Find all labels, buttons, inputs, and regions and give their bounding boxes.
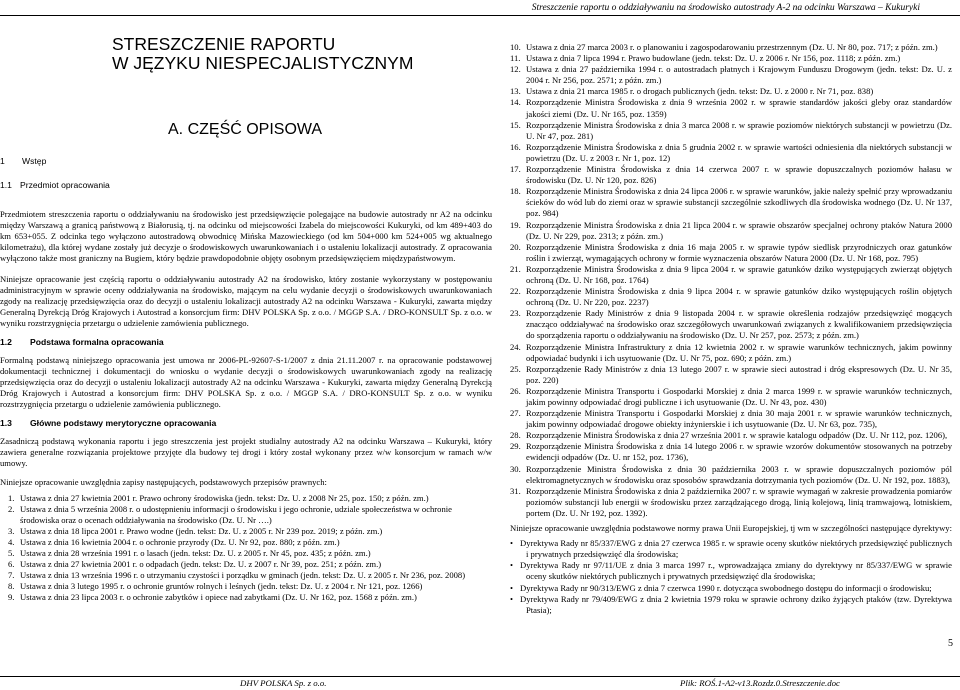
list-item: 27. Rozporządzenie Ministra Transportu i Gospodarki Morskiej z dnia 30 maja 2001 r. w sprawie warunków technicznych, jakim powinny odpowiadać drogowe obiekty inżynierskie i ich usytuowanie (Dz. U. Nr 63, poz. 735), <box>510 408 952 430</box>
header-rule <box>0 15 960 16</box>
list-item: 18. Rozporządzenie Ministra Środowiska z dnia 24 lipca 2006 r. w sprawie warunków, jakie należy spełnić przy wprowadzaniu ścieków do wód lub do ziemi oraz w sprawie substancji szczególnie szkodliwych dla środowiska wodnego (Dz. U. Nr 137, poz. 984) <box>510 186 952 219</box>
section-title: Główne podstawy merytoryczne opracowania <box>30 418 217 428</box>
list-item: 8. Ustawa z dnia 3 lutego 1995 r. o ochronie gruntów rolnych i leśnych (jedn. tekst: Dz. U. z 2004 r. Nr 121, poz. 1266) <box>8 581 423 591</box>
section-title: Przedmiot opracowania <box>20 180 110 190</box>
list-item: • Dyrektywa Rady nr 85/337/EWG z dnia 27 czerwca 1985 r. w sprawie oceny skutków niektórych przedsięwzięć publicznych i prywatnych przedsięwzięć dla środowiska; <box>510 538 952 560</box>
footer-filename: Plik: ROŚ.1-A2-v13.Rozdz.0.Streszczenie.doc <box>680 678 840 688</box>
running-header: Streszczenie raportu o oddziaływaniu na środowisko autostrady A-2 na odcinku Warszawa – Kukuryki <box>531 3 920 13</box>
law-list-right <box>510 42 952 519</box>
list-item: 12. Ustawa z dnia 27 października 1994 r. o autostradach płatnych i Krajowym Funduszu Drogowym (jedn. tekst: Dz. U. z 2004 r. Nr 256, poz. 2571; z późn. zm.) <box>510 64 952 86</box>
list-item: 3. Ustawa z dnia 18 lipca 2001 r. Prawo wodne (jedn. tekst: Dz. U. z 2005 r. Nr 239 poz. 2019; z późn. zm.) <box>8 526 383 536</box>
list-item: 13. Ustawa z dnia 21 marca 1985 r. o drogach publicznych (jedn. tekst: Dz. U. z 2000 r. Nr 71, poz. 838) <box>510 86 874 97</box>
list-item: 24. Rozporządzenie Ministra Infrastruktury z dnia 12 kwietnia 2002 r. w sprawie warunków technicznych, jakim powinny odpowiadać budynki i ich usytuowanie (Dz. U. Nr 75, poz. 690; z późn. zm.) <box>510 341 952 363</box>
list-item: 7. Ustawa z dnia 13 września 1996 r. o utrzymaniu czystości i porządku w gminach (jedn. tekst: Dz. U. z 2005 r. Nr 236, poz. 2008) <box>8 570 466 580</box>
list-item: 5. Ustawa z dnia 28 września 1991 r. o lasach (jedn. tekst: Dz. U. z 2005 r. Nr 45, poz. 435; z późn. zm.) <box>8 548 371 558</box>
list-item: 26. Rozporządzenie Ministra Transportu i Gospodarki Morskiej z dnia 2 marca 1999 r. w sprawie warunków technicznych, jakim powinny odpowiadać drogi publiczne i ich usytuowanie (Dz. U. Nr 43, poz. 430) <box>510 385 952 407</box>
list-item: • Dyrektywa Rady nr 90/313/EWG z dnia 7 czerwca 1990 r. dotycząca swobodnego dostępu do informacji o środowisku; <box>510 582 932 593</box>
paragraph-laws-intro: Niniejsze opracowanie uwzględnia zapisy następujących, podstawowych przepisów prawnych: <box>0 477 327 487</box>
page-number: 5 <box>948 638 953 649</box>
list-item: 15. Rozporządzenie Ministra Środowiska z dnia 3 marca 2008 r. w sprawie poziomów niektórych substancji w powietrzu (Dz. U. Nr 47, poz. 281) <box>510 119 952 141</box>
paragraph-eu-intro: Niniejsze opracowanie uwzględnia podstawowe normy prawa Unii Europejskiej, tj wm w szczególności następujące dyrektywy: <box>510 523 952 534</box>
list-item: 21. Rozporządzenie Ministra Środowiska z dnia 9 lipca 2004 r. w sprawie gatunków dziko występujących zwierząt objętych ochroną (Dz. U. Nr 168, poz. 1764) <box>510 263 952 285</box>
list-item: 31. Rozporządzenie Ministra Środowiska z dnia 2 października 2007 r. w sprawie wymagań w zakresie prowadzenia pomiarów poziomów substancji lub energii w środowisku przez zarządzającego drogą, linią kolejową, linią tramwajową, lotniskiem, portem (Dz. U. Nr 192, poz. 1392). <box>510 485 952 518</box>
list-item: 16. Rozporządzenie Ministra Środowiska z dnia 5 grudnia 2002 r. w sprawie wartości odniesienia dla niektórych substancji w powietrzu (Dz. U. z 2003 r. Nr 1, poz. 12) <box>510 141 952 163</box>
list-item: • Dyrektywa Rady nr 79/409/EWG z dnia 2 kwietnia 1979 roku w sprawie ochrony dziko żyjących ptaków (tzw. Dyrektywa Ptasia); <box>510 593 952 615</box>
section-number: 1 <box>0 156 5 166</box>
title-line-2: W JĘZYKU NIESPECJALISTYCZNYM <box>112 53 414 73</box>
list-item: 23. Rozporządzenie Rady Ministrów z dnia 9 listopada 2004 r. w sprawie określenia rodzajów przedsięwzięć mogących znacząco oddziaływać na środowisko oraz szczegółowych uwarunkowań związanych z kwalifikowaniem przedsięwzięcia do sporządzenia raportu o oddziaływaniu na środowisko (Dz. U. Nr 257, poz. 2573; z późn. zm.) <box>510 308 952 341</box>
section-title: Podstawa formalna opracowania <box>30 337 164 347</box>
list-item: 25. Rozporządzenie Rady Ministrów z dnia 13 lutego 2007 r. w sprawie sieci autostrad i dróg ekspresowych (Dz. U. Nr 35, poz. 220) <box>510 363 952 385</box>
eu-directive-list <box>510 538 952 616</box>
list-item: 17. Rozporządzenie Ministra Środowiska z dnia 14 czerwca 2007 r. w sprawie dopuszczalnych poziomów hałasu w środowisku (Dz. U. Nr 120, poz. 826) <box>510 164 952 186</box>
subsection-1-2-heading <box>0 337 492 348</box>
list-item: 11. Ustawa z dnia 7 lipca 1994 r. Prawo budowlane (jedn. tekst: Dz. U. z 2006 r. Nr 156, poz. 1118; z późn. zm.) <box>510 53 901 64</box>
section-1-1-heading <box>0 180 492 191</box>
list-item: 30. Rozporządzenie Ministra Środowiska z dnia 30 października 2003 r. w sprawie dopuszczalnych poziomów pól elektromagnetycznych w środowisku oraz sposobów sprawdzania dotrzymania tych poziomów (Dz. U. Nr 192, poz. 1883), <box>510 463 952 485</box>
law-list-left <box>0 493 492 603</box>
part-title: A. CZĘŚĆ OPISOWA <box>168 121 323 138</box>
list-item: 10. Ustawa z dnia 27 marca 2003 r. o planowaniu i zagospodarowaniu przestrzennym (Dz. U. Nr 80, poz. 717; z późn. zm.) <box>510 42 938 52</box>
list-item: 1. Ustawa z dnia 27 kwietnia 2001 r. Prawo ochrony środowiska (jedn. tekst: Dz. U. z 2008 Nr 25, poz. 150; z późn. zm.) <box>8 493 429 503</box>
list-item: 4. Ustawa z dnia 16 kwietnia 2004 r. o ochronie przyrody (Dz. U. Nr 92, poz. 880; z późn. zm.) <box>8 537 340 547</box>
section-1-heading <box>0 156 492 167</box>
paragraph-substantive-basis: Zasadniczą podstawą wykonania raportu i jego streszczenia jest projekt studialny autostrady A2 na odcinku Warszawa – Kukuryki, który zawiera generalne rozwiązania projektowe przyjęte dla budowy tej drogi i który został wykonany przez w/w konsorcjum w ramach w/w umowy. <box>0 436 492 468</box>
list-item: 2. Ustawa z dnia 5 września 2008 r. o udostępnieniu informacji o środowisku i jego ochronie, udziale społeczeństwa w ochronie środowiska oraz o ocenach oddziaływania na środowisko (Dz. U. Nr ….) <box>8 504 452 525</box>
left-column <box>0 35 492 603</box>
list-item: • Dyrektywa Rady nr 97/11/UE z dnia 3 marca 1997 r., wprowadzająca zmiany do dyrektywy nr 85/337/EWG w sprawie oceny skutków niektórych publicznych i prywatnych przedsięwzięć dla środowiska; <box>510 560 952 582</box>
section-number: 1.2 <box>0 337 12 347</box>
paragraph-formal-basis: Formalną podstawą niniejszego opracowania jest umowa nr 2006-PL-92607-S-1/2007 z dnia 21.11.2007 r. na opracowanie podstawowej dokumentacji technicznej i dokumentacji do wniosku o wydanie decyzji o środowiskowych uwarunkowaniach zgody na realizację przedsięwzięcia oraz do decyzji o ustaleniu lokalizacji autostrady A2 na odcinku Warszawa - Kukuryki, zawarta między Generalną Dyrekcją Dróg Krajowych i Autostrad a konsorcjum firm: DHV POLSKA Sp. z o.o. / MGGP S.A. / DRO-KONSULT Sp. z o.o. w wyniku rozstrzygnięcia przetargu o udzielenie zamówienia publicznego. <box>0 355 492 409</box>
subsection-1-3-heading <box>0 418 492 429</box>
right-column <box>510 42 952 616</box>
list-item: 22. Rozporządzenie Ministra Środowiska z dnia 9 lipca 2004 r. w sprawie gatunków dziko występujących roślin objętych ochroną (Dz. U. Nr 220, poz. 2237) <box>510 286 952 308</box>
list-item: 20. Rozporządzenie Ministra Środowiska z dnia 16 maja 2005 r. w sprawie typów siedlisk przyrodniczych oraz gatunków roślin i zwierząt, wymagających ochrony w formie wyznaczenia obszarów Natura 2000 (Dz. U. Nr 168, poz. 795) <box>510 241 952 263</box>
list-item: 9. Ustawa z dnia 23 lipca 2003 r. o ochronie zabytków i opiece nad zabytkami (Dz. U. Nr 162, poz. 1568 z późn. zm.) <box>8 592 417 602</box>
title-line-1: STRESZCZENIE RAPORTU <box>112 34 336 54</box>
footer-rule <box>0 676 960 677</box>
footer-company: DHV POLSKA Sp. z o.o. <box>240 678 327 688</box>
list-item: 28. Rozporządzenie Ministra Środowiska z dnia 27 września 2001 r. w sprawie katalogu odpadów (Dz. U. Nr 112, poz. 1206), <box>510 430 948 441</box>
section-number: 1.3 <box>0 418 12 428</box>
paragraph-subject: Przedmiotem streszczenia raportu o oddziaływaniu na środowisko jest przedsięwzięcie polegające na budowie autostrady nr A2 na odcinku między Warszawą a granicą państwową z Białorusią, tj. na odcinku od miejscowości Izabela do miejscowości Kukuryki, od km 489+403 do km 653+055. Z odcinka tego wyłączono autostradową obwodnicę Mińska Mazowieckiego (od km 504+000 km 524+005 wg aktualnego kilometrażu), dla której wydane zostały już decyzje o środowiskowych uwarunkowaniach i o ustaleniu lokalizacji autostrady. Z opracowania wyłączono także most graniczny na Bugiem, który będzie prawdopodobnie objęty osobnym przedsięwzięciem międzypaństwowym. <box>0 209 492 263</box>
section-number: 1.1 <box>0 180 12 190</box>
list-item: 29. Rozporządzenie Ministra Środowiska z dnia 14 lutego 2006 r. w sprawie wzorów dokumentów stosowanych na potrzeby ewidencji odpadów (Dz. U. nr 152, poz. 1736), <box>510 441 952 463</box>
bullet-icon: • <box>510 538 514 549</box>
section-title: Wstęp <box>22 156 47 166</box>
paragraph-scope: Niniejsze opracowanie jest częścią raportu o oddziaływaniu autostrady A2 na środowisko, który zostanie wykorzystany w postępowaniu administracyjnym w sprawie oceny oddziaływania na środowisko, mającym na celu wydanie decyzji o środowiskowych uwarunkowaniach zgody na realizację przedsięwzięcia oraz do decyzji o ustaleniu lokalizacji autostrady A2 na odcinku Warszawa - Kukuryki, zawarta między Generalną Dyrekcją Dróg Krajowych i Autostrad a konsorcjum firm: DHV POLSKA Sp. z o.o. / MGGP S.A. / DRO-KONSULT Sp. z o.o. w wyniku rozstrzygnięcia przetargu o udzielenie zamówienia publicznego. <box>0 274 492 328</box>
list-item: 14. Rozporządzenie Ministra Środowiska z dnia 9 września 2002 r. w sprawie standardów jakości gleby oraz standardów jakości ziemi (Dz. U. Nr 165, poz. 1359) <box>510 97 952 119</box>
list-item: 19. Rozporządzenie Ministra Środowiska z dnia 21 lipca 2004 r. w sprawie obszarów specjalnej ochrony ptaków Natura 2000 (Dz. U. Nr 229, poz. 2313; z późn. zm.) <box>510 219 952 241</box>
list-item: 6. Ustawa z dnia 27 kwietnia 2001 r. o odpadach (jedn. tekst: Dz. U. z 2007 r. Nr 39, poz. 251; z późn. zm.) <box>8 559 382 569</box>
document-title <box>112 35 492 73</box>
bullet-icon: • <box>510 582 514 593</box>
bullet-icon: • <box>510 560 514 571</box>
bullet-icon: • <box>510 593 514 604</box>
